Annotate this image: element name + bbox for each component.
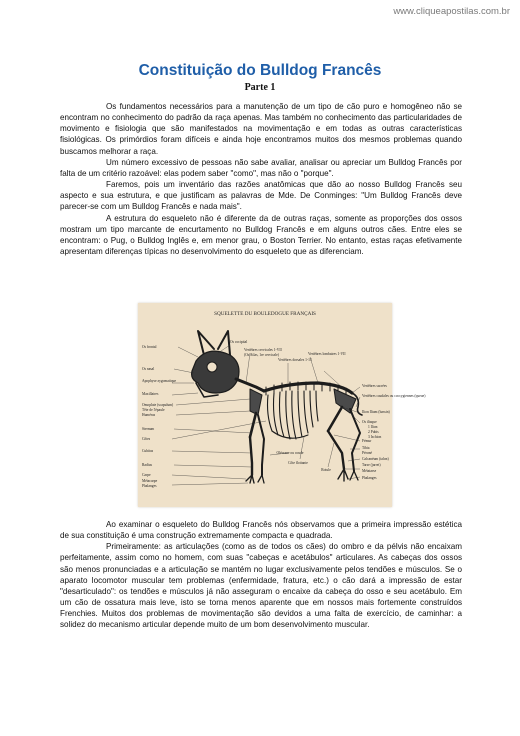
skeleton-label: (Os Atlas, 1re cervicale) xyxy=(244,353,279,357)
skeleton-label: Os occipital xyxy=(230,340,248,344)
paragraph: Primeiramente: as articulações (como as de todos os cães) do ombro e da pélvis não encaixam perfeitamente, assim como no homem, com suas "cabeças e acetábulos" articulares. As cabeças dos ossos são menos pronunciadas e a articulação se mantém no lugar exclusivamente pelos tendões e músculos. Se o aparato locomotor muscular tem problemas (enfermidade, fratura, etc.) o cão dará a impressão de estar "desarticulado": os tendões e músculos já não asseguram o encaixe da cabeça do osso e seu acetábulo. Em um cão de ossatura mais leve, isto se torna menos aparente que em nossos mais fortemente construídos Frenchies. Muitos dos problemas de movimentação são devidos a uma falta de exercício, de caminhar: a solidez do mecanismo articular depende muito de um bom desenvolvimento muscular. xyxy=(60,542,462,630)
skeleton-label: Carpe xyxy=(142,473,151,477)
paragraph: A estrutura do esqueleto não é diferente da de outras raças, somente as proporções dos ossos mostram um tipo marcante de encurtamento no Bulldog Francês e em alguns outros cães. Entre eles se encontram: o Pug, o Bulldog Inglês e, em menor grau, o Boston Terrier. No entanto, estas raças efetivamente apresentam diferenças típicas no desenvolvimento do esqueleto que as diferenciam. xyxy=(60,213,462,257)
skeleton-label: Maxillaires xyxy=(142,392,159,396)
site-url: www.cliqueapostilas.com.br xyxy=(393,6,510,17)
skeleton-illustration xyxy=(138,303,426,507)
skeleton-label: Os frontal xyxy=(142,345,157,349)
skeleton-label: Os iliaque xyxy=(362,420,377,424)
paragraph: Ao examinar o esqueleto do Bulldog Francês nós observamos que a primeira impressão estética de sua constituição é uma construção extremamente compacta e quadrada. xyxy=(60,520,462,541)
skeleton-label: Phalanges xyxy=(142,484,157,488)
paragraph: Faremos, pois um inventário das razões anatômicas que dão ao nosso Bulldog Francês seu aspecto e sua estrutura, e que justificam as palavras de Mde. De Conminges: "Um Bulldog Francês deve parecer-se com um Bulldog Francês e nada mais". xyxy=(60,180,462,212)
skeleton-label: Sternum xyxy=(142,427,155,431)
page-subtitle: Parte 1 xyxy=(244,82,276,93)
skeleton-label: Humérus xyxy=(142,413,156,417)
skeleton-label: Vertèbres caudales ou coccygiennes (queue) xyxy=(362,394,426,398)
body-text-bottom xyxy=(60,519,462,631)
skeleton-label: Vertèbres cervicales 1-VII xyxy=(244,348,282,352)
skeleton-label: Tibia xyxy=(362,446,370,450)
skeleton-label: Métatarse xyxy=(362,469,377,473)
skeleton-label: 1 Ilion xyxy=(368,425,378,429)
skeleton-label: Rotule xyxy=(321,468,331,472)
paragraph: Um número excessivo de pessoas não sabe avaliar, analisar ou apreciar um Bulldog Francês por falta de um critério razoável: elas podem saber "como", mas não o "porque". xyxy=(60,157,462,178)
body-text-top xyxy=(60,101,462,257)
page-title: Constituição do Bulldog Francês xyxy=(138,62,382,79)
skeleton-label: Radius xyxy=(142,463,152,467)
skeleton-label: Vertèbres dorsales 1-13 xyxy=(278,358,312,362)
skeleton-label: Tête de l'épaule xyxy=(142,408,165,412)
skeleton-figure xyxy=(138,303,426,507)
skeleton-label: Vertèbres sacrées xyxy=(362,384,387,388)
skeleton-label: Tarse (jarret) xyxy=(362,463,381,467)
skeleton-label: Apophyse zygomatique xyxy=(142,379,177,383)
skeleton-label: Calcanéum (talon) xyxy=(362,457,389,461)
skeleton-label: Côte flottante xyxy=(288,461,308,465)
skeleton-label: Côtes xyxy=(142,437,151,441)
skeleton-label: Omoplate (scapulum) xyxy=(142,403,174,407)
paragraph: Os fundamentos necessários para a manutenção de um tipo de cão puro e homogêneo não se encontram no conhecimento do padrão da raça apenas. Mas também no conhecimento das particularidades de movimento e fisiologia que são manifestados na movimentação e em todas as outras características fisiológicas. Os primórdios foram difíceis e ainda hoje encontramos muitos dos mesmos problemas quando buscamos melhorar a raça. xyxy=(60,102,462,156)
skeleton-label: Fémur xyxy=(362,439,372,443)
figure-caption: SQUELETTE DU BOULEDOGUE FRANÇAIS xyxy=(214,311,316,317)
skeleton-label: Péroné xyxy=(362,451,372,455)
skeleton-label: Cubitus xyxy=(142,449,154,453)
skeleton-label: Phalanges xyxy=(362,476,377,480)
skeleton-label: Ilion Ilium (bassin) xyxy=(362,410,390,414)
skeleton-label: Olécrane ou coude xyxy=(276,451,304,455)
skeleton-label: Vertèbres lombaires 1-VII xyxy=(308,352,346,356)
skeleton-label: Os nasal xyxy=(142,367,155,371)
skeleton-label: Métacarpe xyxy=(142,479,158,483)
skeleton-label: 2 Pubis xyxy=(368,430,379,434)
skeleton-label: 3 Ischion xyxy=(368,435,382,439)
